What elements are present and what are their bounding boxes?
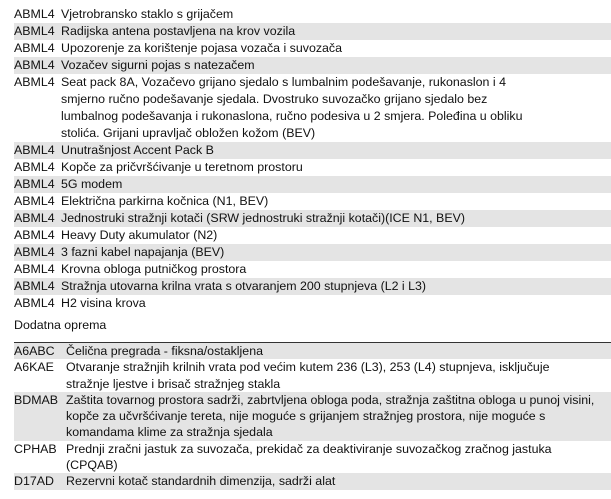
option-text: Rezervni kotač standardnih dimenzija, sadrži alat xyxy=(66,474,336,489)
item-text: Vozačev sigurni pojas s natezačem xyxy=(61,58,255,72)
item-text: 3 fazni kabel napajanja (BEV) xyxy=(61,245,225,259)
option-text: Otvaranje stražnjih krilnih vrata pod većim kutem 236 (L3), 253 (L4) stupnjeva, isključuje stražnje ljestve i brisač stražnjeg stakla xyxy=(66,360,550,391)
item-code: ABML4 xyxy=(14,41,55,55)
item-code: ABML4 xyxy=(14,211,55,225)
option-code: BDMAB xyxy=(14,392,59,407)
list-item xyxy=(14,23,611,40)
item-text: Unutrašnjost Accent Pack B xyxy=(61,143,214,157)
optional-equipment-list xyxy=(14,342,611,490)
list-item xyxy=(14,244,611,261)
list-item xyxy=(14,210,611,227)
section-title: Dodatna oprema xyxy=(14,318,107,332)
item-text: Jednostruki stražnji kotači (SRW jednostruki stražnji kotači)(ICE N1, BEV) xyxy=(61,211,465,225)
item-text: Upozorenje za korištenje pojasa vozača i suvozača xyxy=(61,41,343,55)
list-item xyxy=(14,142,611,159)
list-item xyxy=(14,295,611,312)
option-text: Prednji zračni jastuk za suvozača, prekidač za deaktiviranje suvozačkog zračnog jastuka (CPQAB) xyxy=(66,441,552,473)
list-item xyxy=(14,261,611,278)
option-text: Zaštita tovarnog prostora sadrži, zabrtvljena obloga poda, stražnja zaštitna obloga u punoj visini, kopče za učvršćivanje tereta, nije moguće s grijanjem stražnjeg prostora, nije moguće s komandama klime za stražnja sjedala xyxy=(66,392,595,440)
item-code: ABML4 xyxy=(14,7,55,21)
item-code: ABML4 xyxy=(14,24,55,38)
item-text: Vjetrobransko staklo s grijačem xyxy=(61,7,234,21)
item-code: ABML4 xyxy=(14,75,55,89)
item-code: ABML4 xyxy=(14,160,55,174)
item-text: Seat pack 8A, Vozačevo grijano sjedalo s lumbalnim podešavanje, rukonaslon i 4 smjerno ručno podešavanje sjedala. Dvostruko suvozačko grijano sjedalo bez lumbalnog podešavanja i rukonaslona, ručno podesiva u 2 smjera. Poleđina u obliku stolića. Grijani upravljač obložen kožom (BEV) xyxy=(61,75,523,140)
option-code: CPHAB xyxy=(14,441,57,456)
option-text: Čelična pregrada - fiksna/ostakljena xyxy=(66,344,263,358)
option-code: A6ABC xyxy=(14,344,55,358)
item-code: ABML4 xyxy=(14,194,55,208)
item-text: Kopče za pričvršćivanje u teretnom prostoru xyxy=(61,160,303,174)
item-text: Stražnja utovarna krilna vrata s otvaranjem 200 stupnjeva (L2 i L3) xyxy=(61,279,427,293)
list-item xyxy=(14,6,611,23)
equipment-list xyxy=(14,6,611,312)
item-text: Radijska antena postavljena na krov vozila xyxy=(61,24,296,38)
option-row xyxy=(14,441,611,474)
item-text: H2 visina krova xyxy=(61,296,146,310)
list-item xyxy=(14,57,611,74)
option-row xyxy=(14,343,611,359)
list-item xyxy=(14,227,611,244)
item-code: ABML4 xyxy=(14,228,55,242)
item-code: ABML4 xyxy=(14,245,55,259)
list-item xyxy=(14,40,611,57)
list-item xyxy=(14,176,611,193)
item-code: ABML4 xyxy=(14,262,55,276)
option-code: A6KAE xyxy=(14,360,54,375)
option-code: D17AD xyxy=(14,474,54,489)
item-code: ABML4 xyxy=(14,177,55,191)
list-item xyxy=(14,159,611,176)
item-code: ABML4 xyxy=(14,279,55,293)
item-code: ABML4 xyxy=(14,58,55,72)
list-item xyxy=(14,278,611,295)
option-row xyxy=(14,392,611,441)
item-text: Električna parkirna kočnica (N1, BEV) xyxy=(61,194,269,208)
list-item xyxy=(14,193,611,210)
item-text: 5G modem xyxy=(61,177,123,191)
item-code: ABML4 xyxy=(14,296,55,310)
item-text: Krovna obloga putničkog prostora xyxy=(61,262,247,276)
option-row xyxy=(14,359,611,392)
list-item xyxy=(14,74,611,142)
option-row xyxy=(14,473,611,489)
item-text: Heavy Duty akumulator (N2) xyxy=(61,228,218,242)
item-code: ABML4 xyxy=(14,143,55,157)
